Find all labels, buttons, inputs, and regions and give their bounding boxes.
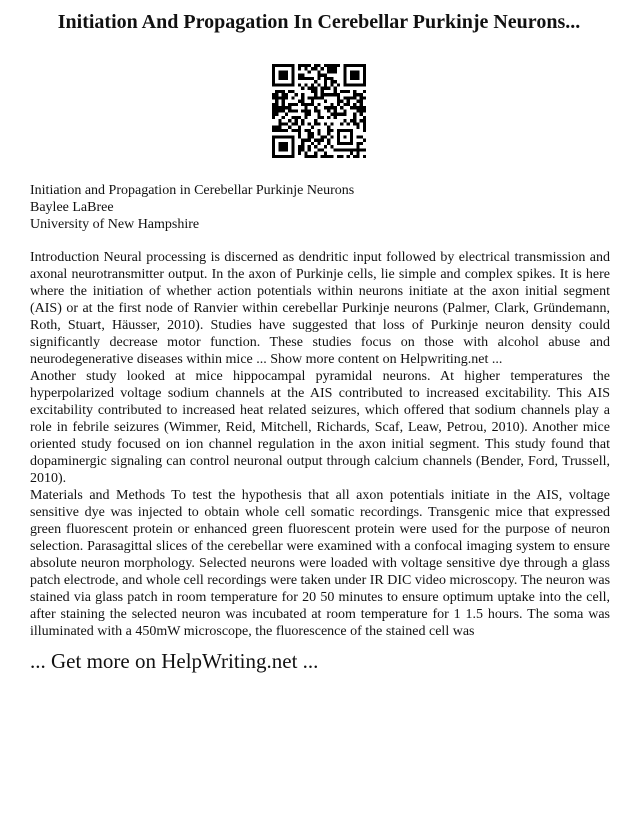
paper-header [30, 182, 610, 233]
institution-name: University of New Hampshire [30, 217, 200, 232]
paper-title: Initiation and Propagation in Cerebellar Purkinje Neurons [30, 183, 355, 198]
paragraph-introduction: Introduction Neural processing is discerned as dendritic input followed by electrical transmission and axonal neurotransmitter output. In the axon of Purkinje cells, lie simple and complex spikes. It is here where the initiation of whether action potentials within neurons initiate at the axon initial segment (AIS) or at the first node of Ranvier within cerebellar Purkinje neurons (Palmer, Clark, Gründemann, Roth, Stuart, Häusser, 2010). Studies have suggested that loss of Purkinje neuron density could significantly decrease motor function. These studies focus on those with alcohol abuse and neurodegenerative diseases within mice ... Show more content on Helpwriting.net ... [30, 250, 610, 367]
paragraph-methods: Materials and Methods To test the hypothesis that all axon potentials initiate in the AIS, voltage sensitive dye was injected to obtain whole cell somatic recordings. Transgenic mice that expressed green fluorescent protein or enhanced green fluorescent protein were used for the purpose of neuron selection. Parasagittal slices of the cerebellar were examined with a confocal imaging system to ensure absolute neuron morphology. Selected neurons were loaded with voltage sensitive dye through a glass patch electrode, and whole cell recordings were taken under IR DIC video microscopy. The neuron was stained via glass patch in room temperature for 20 50 minutes to ensure optimum uptake into the cell, after staining the selected neuron was incubated at room temperature for 1 1.5 hours. The soma was illuminated with a 450mW microscope, the fluorescence of the stained cell was [30, 488, 611, 639]
document-title: Initiation And Propagation In Cerebellar Purkinje Neurons... [57, 11, 581, 33]
document-body [30, 249, 610, 640]
qr-code [272, 64, 366, 158]
get-more-link[interactable]: ... Get more on HelpWriting.net ... [30, 649, 319, 673]
paragraph-related-studies: Another study looked at mice hippocampal pyramidal neurons. At higher temperatures the hyperpolarized voltage sodium channels at the AIS contributed to increased excitability. This AIS excitability contributed to increased heat related seizures, which offered that sodium channels play a role in febrile seizures (Wimmer, Reid, Mitchell, Richards, Scaf, Leaw, Petrou, 2010). Another mice oriented study focused on ion channel regulation in the axon initial segment. This study found that dopaminergic signaling can control neuronal output through calcium channels (Bender, Ford, Trussell, 2010). [30, 369, 610, 486]
author-name: Baylee LaBree [30, 200, 114, 215]
